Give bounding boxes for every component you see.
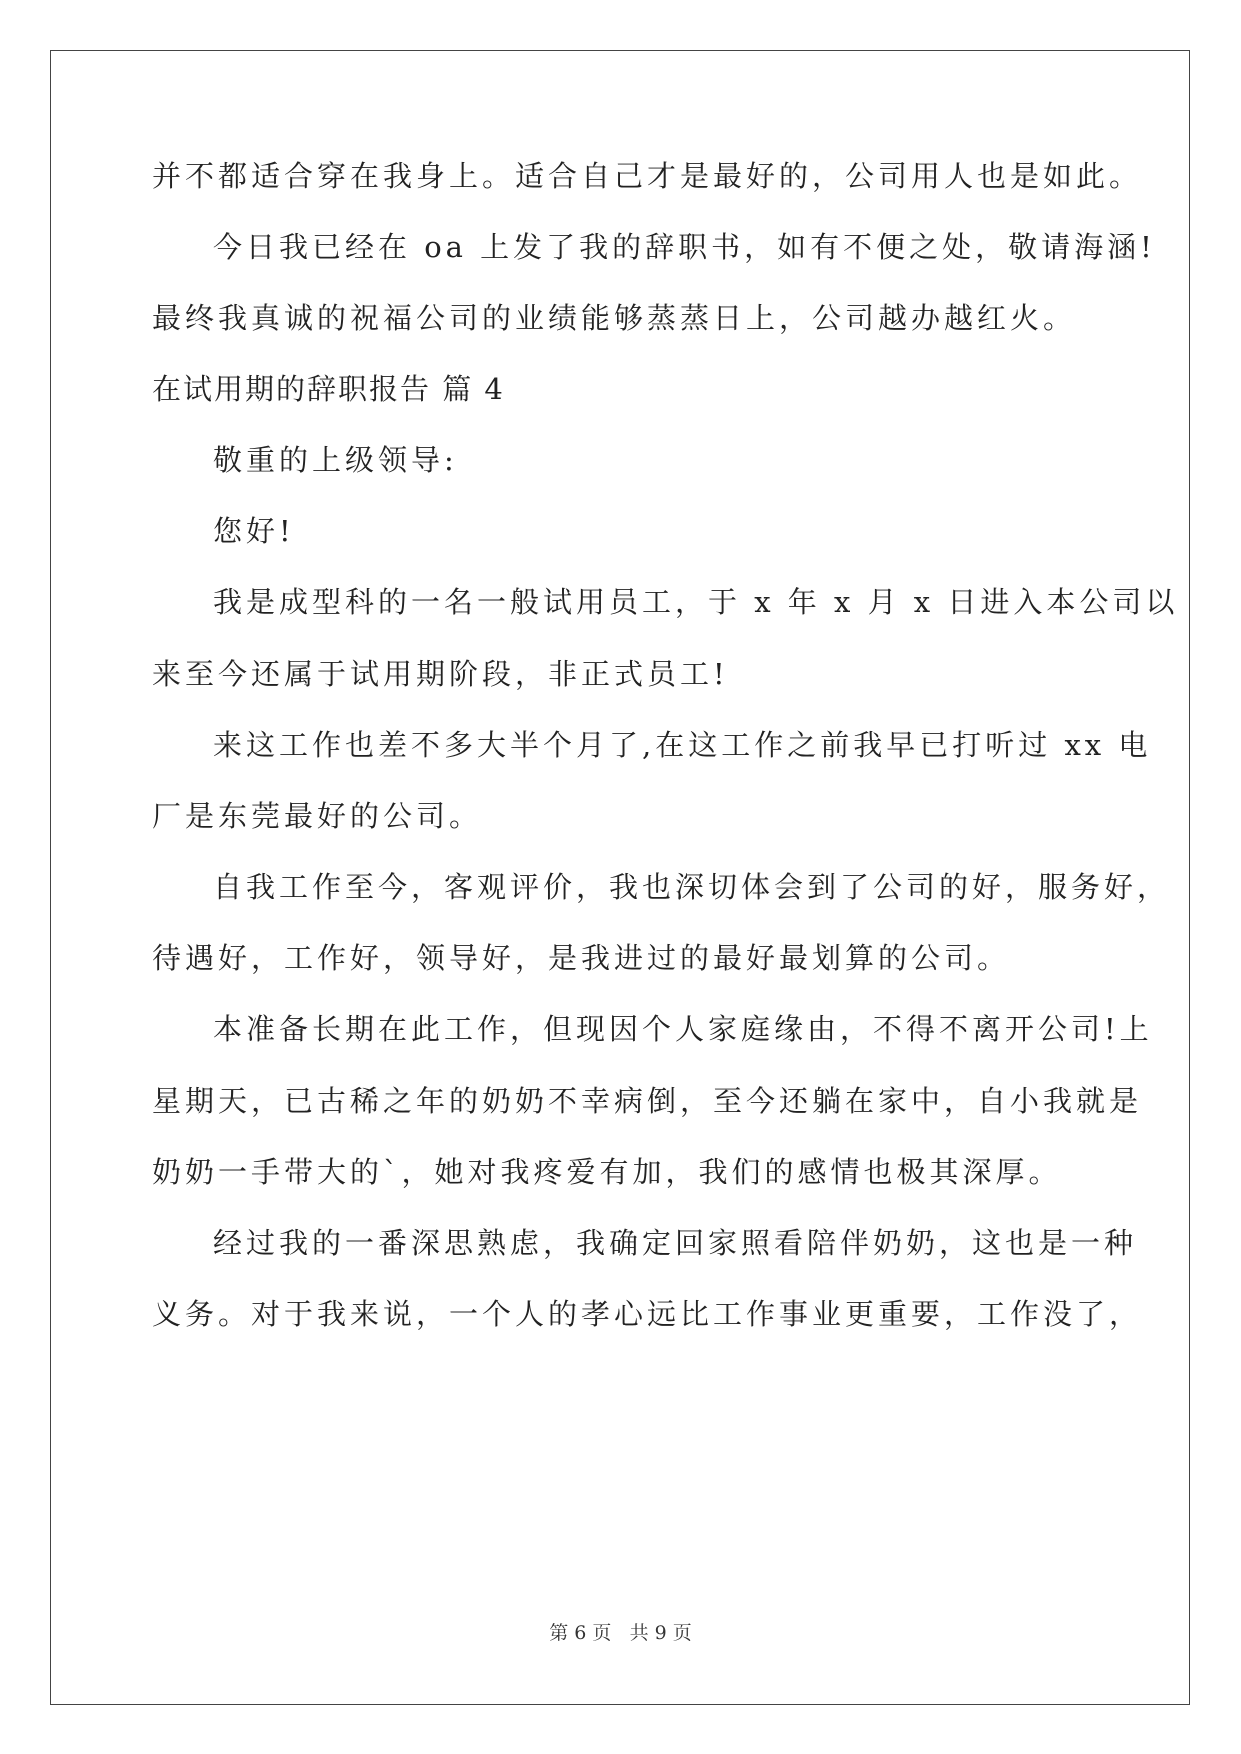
page-total: 共 9 页	[629, 1622, 692, 1644]
body-line: 义务。对于我来说，一个人的孝心远比工作事业更重要，工作没了，	[152, 1297, 1143, 1331]
salutation: 敬重的上级领导:	[213, 443, 458, 477]
body-line: 待遇好，工作好，领导好，是我进过的最好最划算的公司。	[152, 941, 1011, 975]
body-line: 厂是东莞最好的公司。	[152, 799, 483, 833]
body-line: 自我工作至今，客观评价，我也深切体会到了公司的好，服务好，	[213, 870, 1171, 904]
greeting: 您好!	[213, 514, 295, 548]
body-line: 来这工作也差不多大半个月了,在这工作之前我早已打听过 xx 电	[213, 728, 1152, 762]
body-line: 我是成型科的一名一般试用员工，于 x 年 x 月 x 日进入本公司以	[213, 585, 1179, 619]
body-line: 经过我的一番深思熟虑，我确定回家照看陪伴奶奶，这也是一种	[213, 1226, 1138, 1260]
body-line: 并不都适合穿在我身上。适合自己才是最好的，公司用人也是如此。	[152, 159, 1143, 193]
page-footer	[0, 1621, 1241, 1645]
section-heading: 在试用期的辞职报告 篇 4	[152, 372, 505, 406]
body-line: 星期天，已古稀之年的奶奶不幸病倒，至今还躺在家中，自小我就是	[152, 1084, 1143, 1118]
body-line: 本准备长期在此工作，但现因个人家庭缘由，不得不离开公司!上	[213, 1012, 1153, 1046]
page-number: 第 6 页	[549, 1622, 612, 1644]
body-line: 奶奶一手带大的`，她对我疼爱有加，我们的感情也极其深厚。	[152, 1155, 1062, 1189]
body-line: 今日我已经在 oa 上发了我的辞职书，如有不便之处，敬请海涵!	[213, 230, 1156, 264]
body-line: 最终我真诚的祝福公司的业绩能够蒸蒸日上，公司越办越红火。	[152, 301, 1077, 335]
body-line: 来至今还属于试用期阶段，非正式员工!	[152, 657, 729, 691]
